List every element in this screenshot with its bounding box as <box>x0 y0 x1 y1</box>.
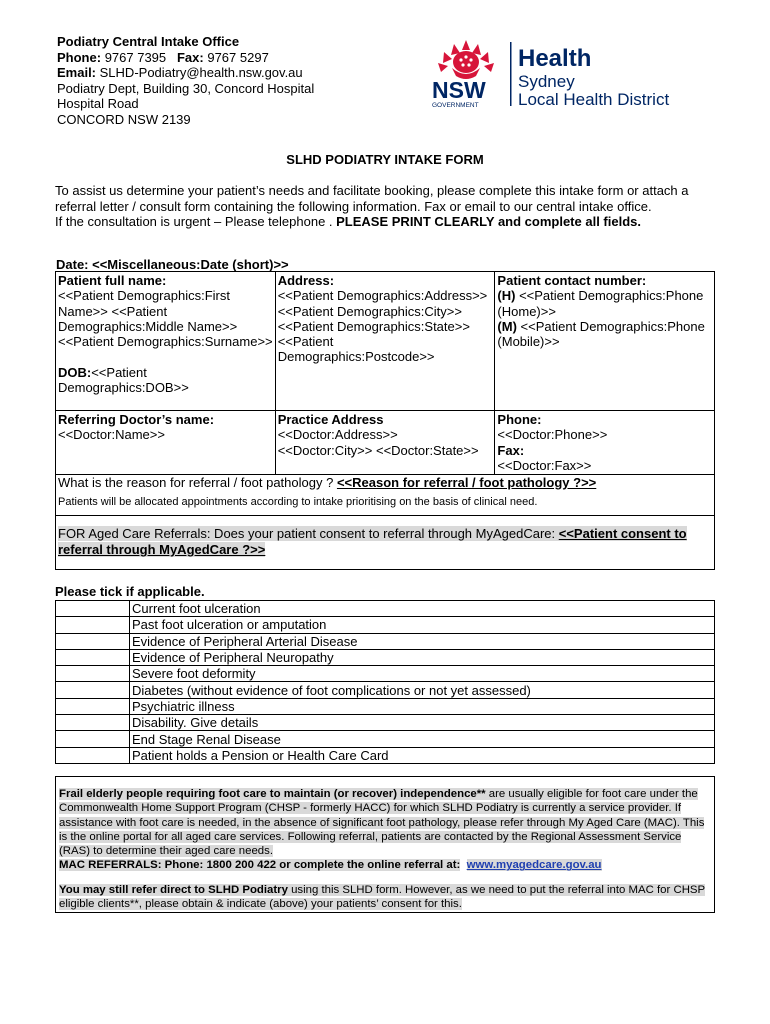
logo-district: Local Health District <box>518 90 670 109</box>
date-field[interactable]: Date: <<Miscellaneous:Date (short)>> <box>56 257 289 272</box>
doctor-name-value: <<Doctor:Name>> <box>58 427 165 443</box>
tick-checkbox[interactable] <box>56 601 130 617</box>
dob-value: <<Patient Demographics:DOB>> <box>58 364 189 396</box>
tick-checkbox[interactable] <box>56 747 130 763</box>
tick-checkbox[interactable] <box>56 731 130 747</box>
frail-elderly-box <box>55 776 715 913</box>
mobile-phone-label: (M) <box>497 318 517 334</box>
email-label: Email: <box>57 65 97 80</box>
frail-bold-text: Frail elderly people requiring foot care to maintain (or recover) independence** <box>59 788 486 800</box>
home-phone-label: (H) <box>497 288 516 304</box>
tick-row <box>56 666 715 682</box>
doctor-phone-value: <<Doctor:Phone>> <box>497 427 608 443</box>
tick-item-label: Psychiatric illness <box>130 698 715 714</box>
tick-row <box>56 747 715 763</box>
tick-row <box>56 731 715 747</box>
tick-item-label: Diabetes (without evidence of foot complications or not yet assessed) <box>130 682 715 698</box>
tick-checkbox[interactable] <box>56 715 130 731</box>
dob-label: DOB: <box>58 364 92 380</box>
org-name: Podiatry Central Intake Office <box>57 34 240 49</box>
practice-address-cell[interactable] <box>275 411 495 475</box>
tick-heading: Please tick if applicable. <box>55 584 205 599</box>
reason-note: Patients will be allocated appointments according to intake prioritising on the basis of clinical need. <box>58 496 538 508</box>
tick-item-label: Severe foot deformity <box>130 666 715 682</box>
reason-section[interactable] <box>55 473 715 516</box>
direct-refer-bold: You may still refer direct to SLHD Podiatry <box>59 883 288 896</box>
doctor-phone-cell[interactable] <box>495 411 715 475</box>
tick-row <box>56 633 715 649</box>
logo-sydney: Sydney <box>518 72 575 91</box>
tick-checkbox[interactable] <box>56 666 130 682</box>
tick-item-label: Current foot ulceration <box>130 601 715 617</box>
intro-paragraph: To assist us determine your patient’s needs and facilitate booking, please complete this intake form or attach a referral letter / consult form containing the following information. Fax or email to our central intake office. <box>55 183 689 214</box>
address-line-2: Hospital Road <box>57 96 139 111</box>
tick-checkbox[interactable] <box>56 698 130 714</box>
tick-checkbox[interactable] <box>56 633 130 649</box>
practice-address-value: <<Doctor:Address>> <<Doctor:City>> <<Doctor:State>> <box>277 427 479 458</box>
logo-nsw: NSW <box>432 77 486 103</box>
tick-row <box>56 682 715 698</box>
tick-row <box>56 617 715 633</box>
direct-refer-text: using this SLHD form. However, as we need to put the referral into MAC for CHSP eligible clients**, please obtain & indicate (above) your patients’ consent for this. <box>59 883 705 911</box>
mac-referrals-text: MAC REFERRALS: Phone: 1800 200 422 or complete the online referral at: <box>59 859 461 872</box>
email-value: SLHD-Podiatry@health.nsw.gov.au <box>99 65 303 80</box>
address-label: Address: <box>277 273 335 288</box>
tick-item-label: Patient holds a Pension or Health Care Card <box>130 747 715 763</box>
contact-label: Patient contact number: <box>497 273 647 288</box>
doctor-fax-label: Fax: <box>497 442 525 458</box>
tick-row <box>56 601 715 617</box>
address-value: <<Patient Demographics:Address>> <<Patient Demographics:City>> <<Patient Demographics:State>> <<Patient Demographics:Postcode>> <box>277 288 488 365</box>
fax-label: Fax: <box>176 49 204 65</box>
tick-checkbox[interactable] <box>56 682 130 698</box>
address-line-1: Podiatry Dept, Building 30, Concord Hospital <box>57 80 315 96</box>
patient-name-label: Patient full name: <box>58 273 167 288</box>
frail-body-text: are usually eligible for foot care under the Commonwealth Home Support Program (CHSP - formerly HACC) for which SLHD Podiatry is currently a service provider. If assistance with foot care is needed, in the absence of significant foot pathology, please refer through My Aged Care (MAC). This is the online portal for all aged care services. Following referral, patients are contacted by the Regional Assessment Service (RAS) to determine their aged care needs. <box>59 788 705 858</box>
tick-table <box>55 600 715 764</box>
myagedcare-link[interactable]: www.myagedcare.gov.au <box>466 859 602 872</box>
tick-row <box>56 649 715 665</box>
reason-question: What is the reason for referral / foot pathology ? <box>58 475 337 490</box>
phone-label: Phone: <box>57 49 102 65</box>
header-contact <box>57 34 314 127</box>
tick-item-label: Disability. Give details <box>130 715 715 731</box>
tick-item-label: End Stage Renal Disease <box>130 731 715 747</box>
nsw-health-logo <box>430 36 710 112</box>
phone-value: 9767 7395 <box>104 49 167 65</box>
urgent-text: If the consultation is urgent – Please telephone . <box>55 214 337 229</box>
tick-row <box>56 698 715 714</box>
patient-name-value: <<Patient Demographics:First Name>> <<Patient Demographics:Middle Name>> <<Patient Demographics:Surname>> <box>58 288 273 350</box>
patient-doctor-table <box>55 271 715 475</box>
tick-checkbox[interactable] <box>56 649 130 665</box>
patient-contact-cell[interactable] <box>495 272 715 411</box>
intro-text <box>55 183 715 230</box>
print-clearly-text: PLEASE PRINT CLEARLY and complete all fields. <box>336 214 641 229</box>
form-title: SLHD PODIATRY INTAKE FORM <box>286 152 484 167</box>
logo-government: GOVERNMENT <box>432 102 479 109</box>
fax-value: 9767 5297 <box>207 49 269 65</box>
doctor-name-cell[interactable] <box>56 411 276 475</box>
tick-row <box>56 715 715 731</box>
doctor-fax-value: <<Doctor:Fax>> <box>497 457 592 473</box>
practice-address-label: Practice Address <box>277 412 384 427</box>
address-line-3: CONCORD NSW 2139 <box>57 111 191 127</box>
reason-field[interactable]: <<Reason for referral / foot pathology ?>> <box>336 475 597 490</box>
aged-care-consent-field[interactable]: <<Patient consent to referral through MyAgedCare ?>> <box>58 526 687 557</box>
doctor-name-label: Referring Doctor’s name: <box>58 412 215 427</box>
aged-care-section[interactable] <box>55 515 715 570</box>
logo-health: Health <box>518 45 592 72</box>
home-phone-value: <<Patient Demographics:Phone (Home)>> <box>497 288 704 319</box>
patient-address-cell[interactable] <box>275 272 495 411</box>
waratah-icon <box>430 36 710 112</box>
mobile-phone-value: <<Patient Demographics:Phone (Mobile)>> <box>497 318 705 350</box>
tick-item-label: Evidence of Peripheral Arterial Disease <box>130 633 715 649</box>
patient-name-cell[interactable] <box>56 272 276 411</box>
tick-item-label: Evidence of Peripheral Neuropathy <box>130 649 715 665</box>
doctor-phone-label: Phone: <box>497 412 542 427</box>
tick-checkbox[interactable] <box>56 617 130 633</box>
aged-care-question: FOR Aged Care Referrals: Does your patient consent to referral through MyAgedCare: <box>58 526 559 541</box>
tick-item-label: Past foot ulceration or amputation <box>130 617 715 633</box>
